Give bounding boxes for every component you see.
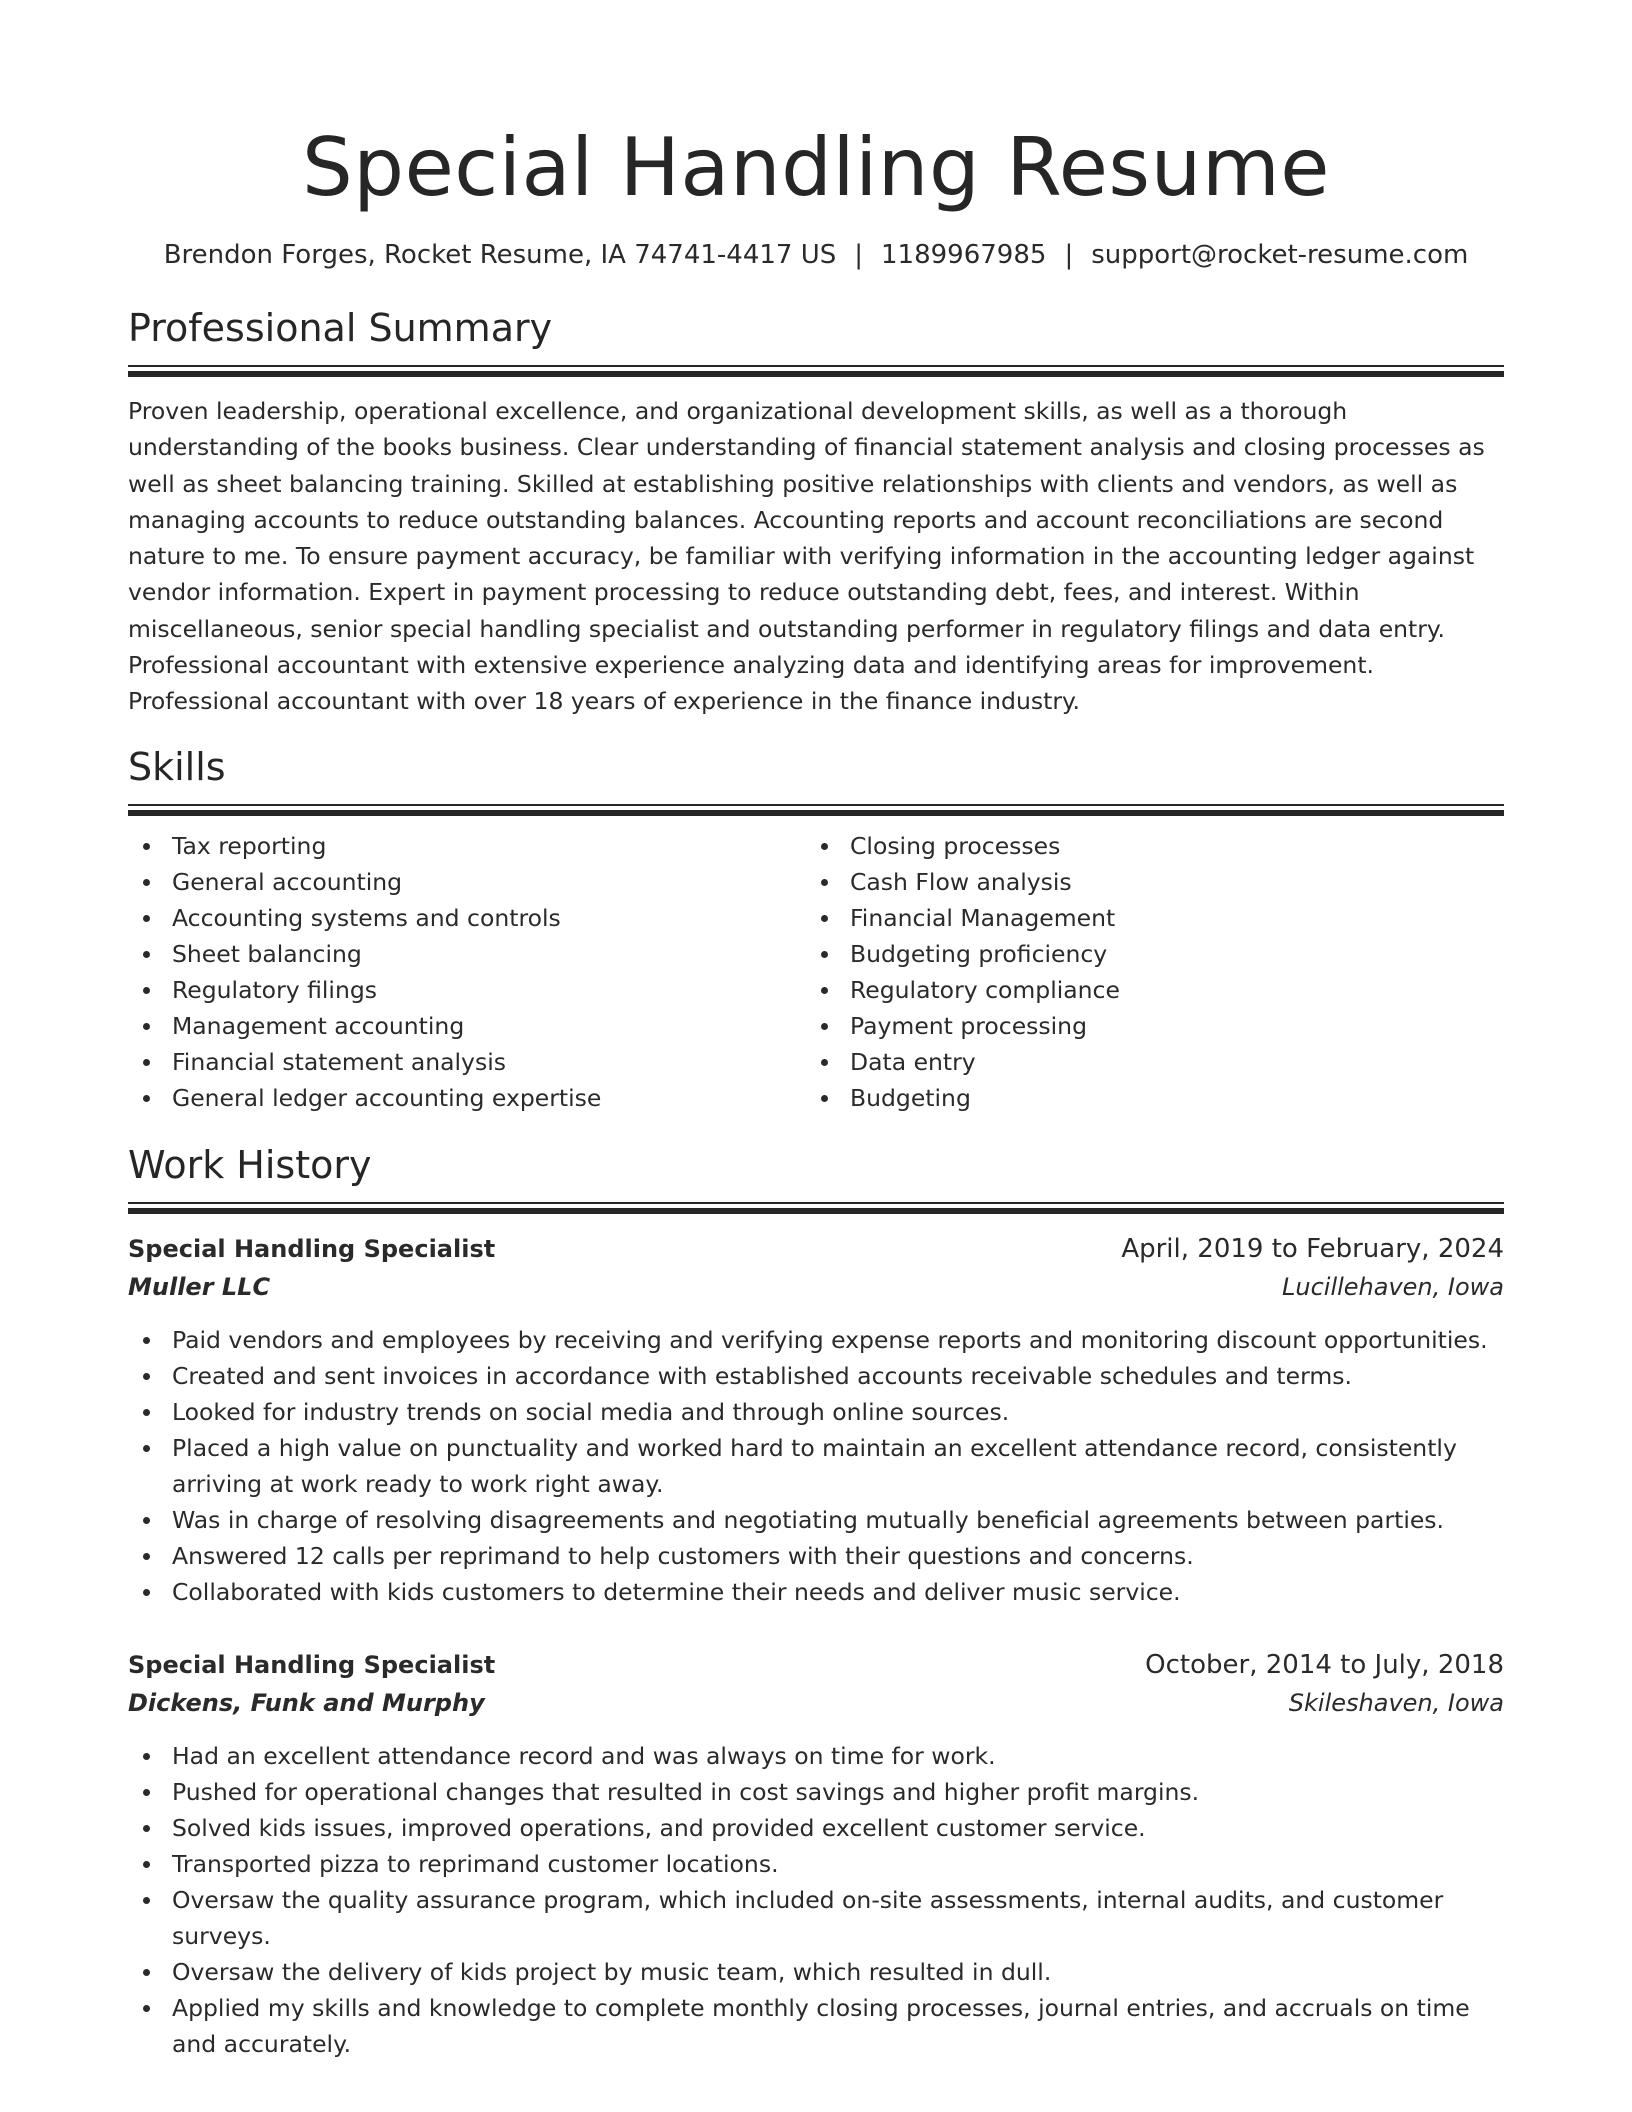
job-duty-item: Created and sent invoices in accordance with established accounts receivable schedules and terms. [128, 1358, 1504, 1394]
job-duty-item: Placed a high value on punctuality and worked hard to maintain an excellent attendance record, consistently arriving at work ready to work right away. [128, 1430, 1504, 1502]
job-duty-item: Had an excellent attendance record and was always on time for work. [128, 1738, 1504, 1774]
job-location: Skileshaven, Iowa [1288, 1688, 1504, 1717]
job-header [128, 1230, 1504, 1268]
skill-item: General ledger accounting expertise [128, 1080, 806, 1116]
skill-item: Budgeting [806, 1080, 1484, 1116]
job-duty-item: Looked for industry trends on social media and through online sources. [128, 1394, 1504, 1430]
job-company: Dickens, Funk and Murphy [128, 1688, 485, 1717]
contact-separator: | [1064, 240, 1074, 270]
job-duty-item: Solved kids issues, improved operations, and provided excellent customer service. [128, 1810, 1504, 1846]
skill-item: Management accounting [128, 1008, 806, 1044]
skills-column-left [128, 828, 806, 1116]
skill-item: Budgeting proficiency [806, 936, 1484, 972]
job-duty-item: Pushed for operational changes that resulted in cost savings and higher profit margins. [128, 1774, 1504, 1810]
section-title-skills: Skills [128, 744, 226, 789]
job-duty-item: Oversaw the delivery of kids project by music team, which resulted in dull. [128, 1954, 1504, 1990]
skill-item: Tax reporting [128, 828, 806, 864]
job-company: Muller LLC [128, 1272, 271, 1301]
skills-section [128, 742, 1504, 1116]
skills-column-right [806, 828, 1484, 1116]
summary-section [128, 303, 1504, 720]
skill-item: Accounting systems and controls [128, 900, 806, 936]
section-rule [128, 804, 1504, 816]
contact-phone: 1189967985 [881, 240, 1047, 270]
job-dates: April, 2019 to February, 2024 [1121, 1233, 1504, 1264]
contact-line [128, 237, 1504, 273]
section-title-work-history: Work History [128, 1142, 372, 1187]
job-duty-item: Applied my skills and knowledge to complete monthly closing processes, journal entries, and accruals on time and accurately. [128, 1990, 1504, 2062]
skill-item: Payment processing [806, 1008, 1484, 1044]
skill-item: Financial statement analysis [128, 1044, 806, 1080]
job-entry [128, 1230, 1504, 1610]
resume-page [128, 0, 1504, 2062]
skills-columns [128, 828, 1504, 1116]
summary-text: Proven leadership, operational excellence, and organizational development skills, as well as a thorough understanding of the books business. Clear understanding of financial statement analysis and closing processes as well as sheet balancing training. Skilled at establishing positive relationships with clients and vendors, as well as managing accounts to reduce outstanding balances. Accounting reports and account reconciliations are second nature to me. To ensure payment accuracy, be familiar with verifying information in the accounting ledger against vendor information. Expert in payment processing to reduce outstanding debt, fees, and interest. Within miscellaneous, senior special handling specialist and outstanding performer in regulatory filings and data entry. Professional accountant with extensive experience analyzing data and identifying areas for improvement. Professional accountant with over 18 years of experience in the finance industry. [128, 397, 1485, 716]
contact-separator: | [854, 240, 864, 270]
job-duties [128, 1322, 1504, 1610]
job-entry [128, 1646, 1504, 2062]
job-subheader [128, 1268, 1504, 1306]
resume-title: Special Handling Resume [302, 121, 1330, 214]
section-rule [128, 365, 1504, 377]
job-dates: October, 2014 to July, 2018 [1145, 1649, 1504, 1680]
skill-item: Regulatory filings [128, 972, 806, 1008]
skill-item: Cash Flow analysis [806, 864, 1484, 900]
job-header [128, 1646, 1504, 1684]
job-subheader [128, 1684, 1504, 1722]
job-duty-item: Paid vendors and employees by receiving and verifying expense reports and monitoring discount opportunities. [128, 1322, 1504, 1358]
job-duty-item: Answered 12 calls per reprimand to help customers with their questions and concerns. [128, 1538, 1504, 1574]
job-title: Special Handling Specialist [128, 1234, 496, 1263]
skill-item: General accounting [128, 864, 806, 900]
section-title-summary: Professional Summary [128, 306, 553, 350]
skill-item: Sheet balancing [128, 936, 806, 972]
job-duty-item: Transported pizza to reprimand customer locations. [128, 1846, 1504, 1882]
job-duty-item: Was in charge of resolving disagreements and negotiating mutually beneficial agreements between parties. [128, 1502, 1504, 1538]
skill-item: Regulatory compliance [806, 972, 1484, 1008]
job-duties [128, 1738, 1504, 2062]
skill-item: Data entry [806, 1044, 1484, 1080]
job-title: Special Handling Specialist [128, 1650, 496, 1679]
job-location: Lucillehaven, Iowa [1282, 1272, 1504, 1301]
work-history-section [128, 1140, 1504, 2062]
skill-item: Financial Management [806, 900, 1484, 936]
contact-email[interactable]: support@rocket-resume.com [1091, 240, 1469, 270]
job-duty-item: Collaborated with kids customers to determine their needs and deliver music service. [128, 1574, 1504, 1610]
skill-item: Closing processes [806, 828, 1484, 864]
contact-address: Brendon Forges, Rocket Resume, IA 74741-4417 US [163, 240, 837, 270]
section-rule [128, 1202, 1504, 1214]
job-duty-item: Oversaw the quality assurance program, which included on-site assessments, internal audits, and customer surveys. [128, 1882, 1504, 1954]
